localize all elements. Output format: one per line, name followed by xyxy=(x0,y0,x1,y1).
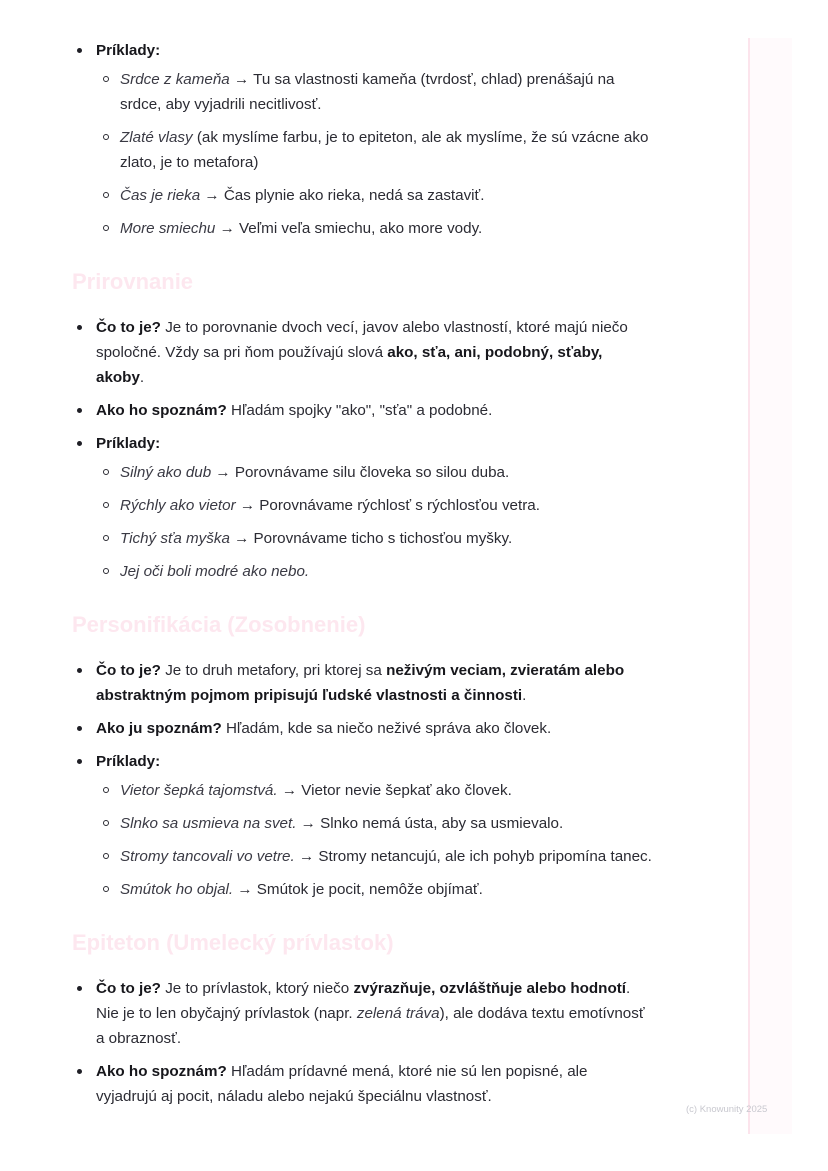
epiteton-list xyxy=(72,976,652,1109)
arrow-icon: → xyxy=(204,187,220,204)
definition-emphasis: ako, sťa, ani, podobný, sťaby, akoby xyxy=(96,344,603,386)
example-item xyxy=(96,125,652,175)
example-item xyxy=(96,216,652,241)
arrow-icon: → xyxy=(233,71,250,88)
examples-list xyxy=(96,778,652,902)
definition-label: Čo to je? xyxy=(96,319,161,336)
example-text: Vietor nevie šepkať ako človek. xyxy=(297,782,512,799)
example-term: Srdce z kameňa xyxy=(120,71,230,88)
personifikacia-list xyxy=(72,658,652,902)
definition-item xyxy=(72,658,652,708)
definition-example: zelená tráva xyxy=(356,1005,440,1022)
example-text: Čas plynie ako rieka, nedá sa zastaviť. xyxy=(219,187,485,204)
document-content xyxy=(72,38,652,1117)
definition-text: Je to porovnanie dvoch vecí, javov alebo vlastností, ktoré majú niečo spoločné. Vždy sa pri ňom používajú slová xyxy=(96,319,628,361)
recognition-item xyxy=(72,1059,652,1109)
example-text: Tu sa vlastnosti kameňa (tvrdosť, chlad) prenášajú na srdce, aby vyjadrili necitlivosť. xyxy=(120,71,615,113)
example-item xyxy=(96,877,652,902)
definition-text-end: . xyxy=(139,369,145,386)
recognition-text: Hľadám, kde sa niečo neživé správa ako človek. xyxy=(221,720,552,737)
definition-item xyxy=(72,315,652,390)
section-heading-personifikacia: Personifikácia (Zosobnenie) xyxy=(72,612,366,637)
example-term: Jej oči boli modré ako nebo. xyxy=(120,563,310,580)
recognition-text: Hľadám spojky "ako", "sťa" a podobné. xyxy=(226,402,493,419)
examples-label: Príklady: xyxy=(96,435,161,452)
example-term: Stromy tancovali vo vetre. xyxy=(120,848,295,865)
metafora-list xyxy=(72,38,652,241)
example-text: Slnko nemá ústa, aby sa usmievalo. xyxy=(315,815,564,832)
example-term: Zlaté vlasy xyxy=(120,129,193,146)
arrow-icon: → xyxy=(281,782,297,799)
prirovnanie-list xyxy=(72,315,652,584)
example-item xyxy=(96,67,652,117)
examples-label: Príklady: xyxy=(96,42,161,59)
definition-text-end: ), ale dodáva textu emotívnosť a obraznosť. xyxy=(96,1005,645,1047)
example-text: Veľmi veľa smiechu, ako more vody. xyxy=(234,220,483,237)
definition-item xyxy=(72,976,652,1051)
example-term: Silný ako dub xyxy=(120,464,212,481)
arrow-icon: → xyxy=(234,530,250,547)
definition-text-end: . xyxy=(522,687,527,704)
section-heading-epiteton: Epiteton (Umelecký prívlastok) xyxy=(72,930,394,955)
definition-text: Je to prívlastok, ktorý niečo xyxy=(160,980,354,997)
recognition-label: Ako ju spoznám? xyxy=(96,720,222,737)
examples-list xyxy=(96,460,652,584)
example-text: Stromy netancujú, ale ich pohyb pripomína tanec. xyxy=(314,848,652,865)
definition-text: Je to druh metafory, pri ktorej sa xyxy=(160,662,387,679)
examples-item xyxy=(72,431,652,584)
example-item xyxy=(96,778,652,803)
arrow-icon: → xyxy=(298,848,315,865)
recognition-item xyxy=(72,716,652,741)
example-item xyxy=(96,559,652,584)
arrow-icon: → xyxy=(300,815,316,832)
arrow-icon: → xyxy=(237,881,253,898)
example-text: Porovnávame rýchlosť s rýchlosťou vetra. xyxy=(255,497,540,514)
arrow-icon: → xyxy=(219,220,235,237)
example-term: Čas je rieka xyxy=(120,187,201,204)
examples-label: Príklady: xyxy=(96,753,161,770)
example-item xyxy=(96,844,652,869)
recognition-text: Hľadám prídavné mená, ktoré nie sú len popisné, ale vyjadrujú aj pocit, náladu alebo nejakú špeciálnu vlastnosť. xyxy=(96,1063,588,1105)
section-heading-prirovnanie: Prirovnanie xyxy=(72,269,194,294)
recognition-label: Ako ho spoznám? xyxy=(96,1063,227,1080)
copyright-watermark: (c) Knowunity 2025 xyxy=(686,1104,768,1115)
definition-label: Čo to je? xyxy=(96,980,161,997)
example-term: More smiechu xyxy=(120,220,216,237)
example-text: (ak myslíme farbu, je to epiteton, ale ak myslíme, že sú vzácne ako zlato, je to metafora) xyxy=(120,129,649,171)
definition-emphasis: zvýrazňuje, ozvláštňuje alebo hodnotí xyxy=(353,980,627,997)
examples-item xyxy=(72,38,652,241)
arrow-icon: → xyxy=(215,464,231,481)
example-item xyxy=(96,493,652,518)
examples-item xyxy=(72,749,652,902)
example-item xyxy=(96,460,652,485)
example-term: Tichý sťa myška xyxy=(120,530,230,547)
example-term: Rýchly ako vietor xyxy=(120,497,236,514)
example-text: Porovnávame ticho s tichosťou myšky. xyxy=(249,530,513,547)
example-item xyxy=(96,526,652,551)
example-term: Vietor šepká tajomstvá. xyxy=(120,782,278,799)
example-term: Smútok ho objal. xyxy=(120,881,234,898)
example-term: Slnko sa usmieva na svet. xyxy=(120,815,297,832)
example-text: Smútok je pocit, nemôže objímať. xyxy=(252,881,483,898)
example-text: Porovnávame silu človeka so silou duba. xyxy=(230,464,510,481)
arrow-icon: → xyxy=(239,497,256,514)
example-item xyxy=(96,183,652,208)
recognition-item xyxy=(72,398,652,423)
definition-emphasis: neživým veciam, zvieratám alebo abstraktným pojmom pripisujú ľudské vlastnosti a činnosti xyxy=(96,662,625,704)
example-item xyxy=(96,811,652,836)
decorative-side-column xyxy=(748,38,792,1134)
definition-text-mid: . Nie je to len obyčajný prívlastok (napr. xyxy=(96,980,631,1022)
examples-list xyxy=(96,67,652,241)
recognition-label: Ako ho spoznám? xyxy=(96,402,227,419)
definition-label: Čo to je? xyxy=(96,662,161,679)
